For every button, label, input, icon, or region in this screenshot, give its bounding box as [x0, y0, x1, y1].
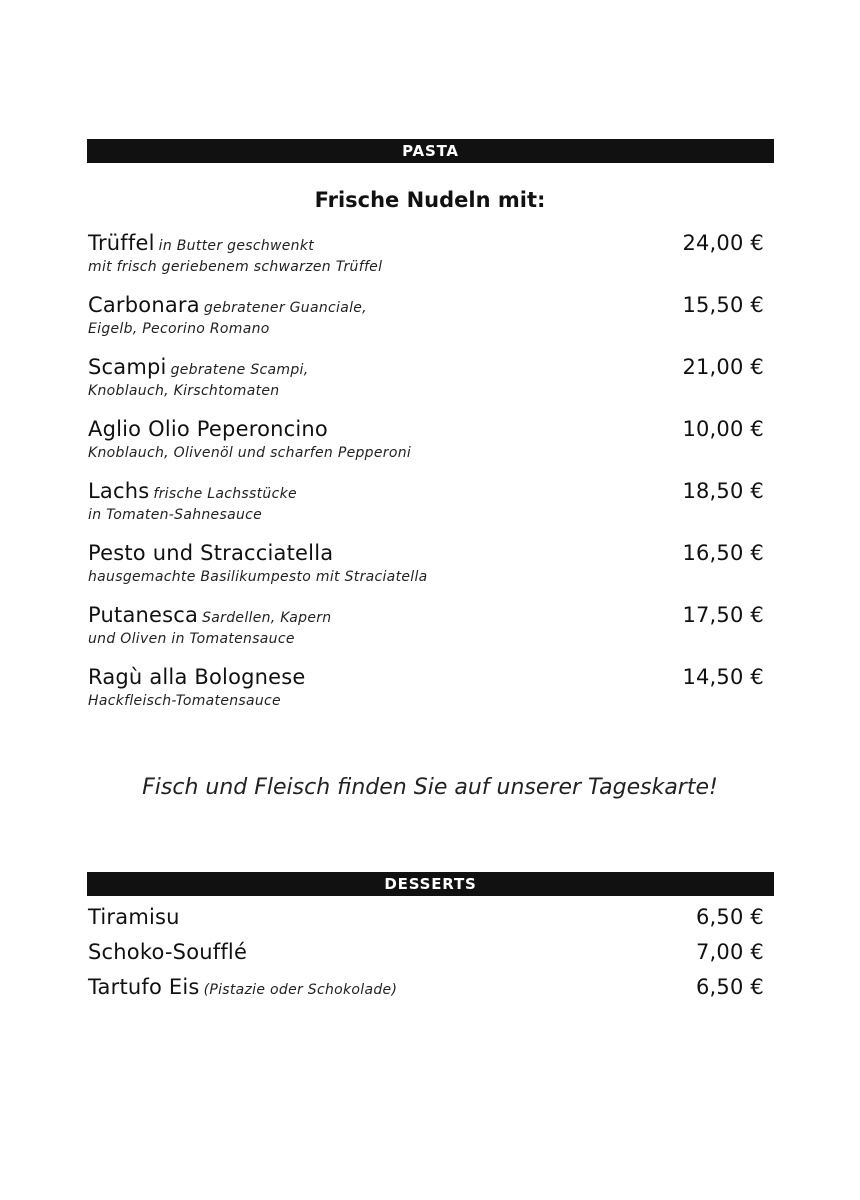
menu-item-tiramisu [88, 903, 764, 931]
pasta-subheading: Frische Nudeln mit: [314, 188, 546, 212]
item-description-line2: Hackfleisch-Tomatensauce [88, 693, 281, 709]
menu-item-trueffel [88, 229, 764, 277]
item-price: 6,50 € [696, 975, 764, 999]
item-price: 21,00 € [682, 355, 764, 379]
item-name: Tiramisu [88, 905, 180, 929]
item-description-line2: mit frisch geriebenem schwarzen Trüffel [88, 259, 383, 275]
item-description: (Pistazie oder Schokolade) [203, 982, 398, 998]
item-name: Ragù alla Bolognese [88, 665, 306, 689]
menu-item-putanesca [88, 601, 764, 649]
item-name: Scampi [88, 355, 167, 379]
item-description-line2: Knoblauch, Kirschtomaten [88, 383, 280, 399]
item-price: 24,00 € [682, 231, 764, 255]
item-name: Aglio Olio Peperoncino [88, 417, 328, 441]
item-price: 6,50 € [696, 905, 764, 929]
item-name: Lachs [88, 479, 150, 503]
item-description: in Butter geschwenkt [158, 238, 315, 254]
pasta-section-header: PASTA [87, 139, 774, 163]
menu-item-aglio-olio [88, 415, 764, 463]
item-name: Trüffel [88, 231, 155, 255]
item-description: frische Lachsstücke [153, 486, 297, 502]
item-description-line2: Eigelb, Pecorino Romano [88, 321, 270, 337]
item-description-line2: Knoblauch, Olivenöl und scharfen Pepperoni [88, 445, 412, 461]
item-description: gebratene Scampi, [170, 362, 309, 378]
item-description-line2: und Oliven in Tomatensauce [88, 631, 295, 647]
item-price: 16,50 € [682, 541, 764, 565]
item-price: 14,50 € [682, 665, 764, 689]
item-price: 7,00 € [696, 940, 764, 964]
daily-menu-note: Fisch und Fleisch finden Sie auf unserer Tageskarte! [142, 775, 718, 800]
item-description-line2: in Tomaten-Sahnesauce [88, 507, 263, 523]
menu-item-tartufo-eis [88, 973, 764, 1001]
item-name: Carbonara [88, 293, 200, 317]
menu-item-lachs [88, 477, 764, 525]
item-name: Putanesca [88, 603, 199, 627]
menu-item-scampi [88, 353, 764, 401]
desserts-section-header: DESSERTS [87, 872, 774, 896]
item-description-line2: hausgemachte Basilikumpesto mit Straciatella [88, 569, 428, 585]
item-description: Sardellen, Kapern [202, 610, 332, 626]
item-price: 15,50 € [682, 293, 764, 317]
menu-item-bolognese [88, 663, 764, 711]
item-description: gebratener Guanciale, [203, 300, 367, 316]
item-price: 17,50 € [682, 603, 764, 627]
item-price: 10,00 € [682, 417, 764, 441]
item-name: Schoko-Soufflé [88, 940, 248, 964]
item-name: Tartufo Eis [88, 975, 200, 999]
menu-item-schoko-souffle [88, 938, 764, 966]
menu-item-pesto [88, 539, 764, 587]
item-name: Pesto und Stracciatella [88, 541, 334, 565]
item-price: 18,50 € [682, 479, 764, 503]
menu-item-carbonara [88, 291, 764, 339]
